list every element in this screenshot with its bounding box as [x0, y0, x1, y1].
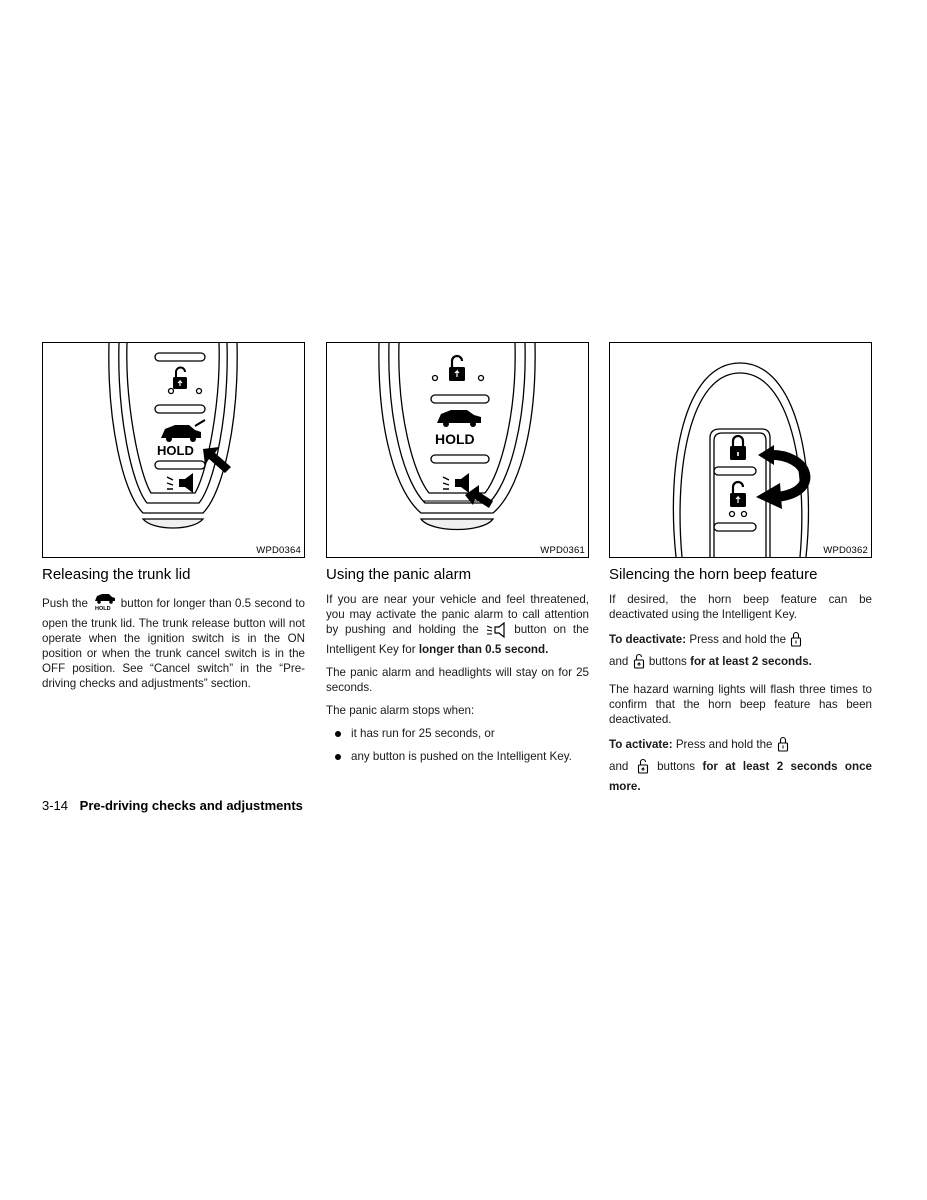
panic-horn-icon	[443, 473, 469, 493]
trunk-hold-icon	[91, 592, 117, 616]
lock-outline-icon	[776, 735, 790, 757]
svg-text:HOLD: HOLD	[157, 443, 194, 458]
section-horn-beep	[609, 342, 872, 802]
panic-horn-icon	[167, 473, 193, 493]
bullet-list	[326, 726, 589, 764]
section-heading: Silencing the horn beep feature	[609, 566, 818, 583]
paragraph: If you are near your vehicle and feel threatened, you may activate the panic alarm to call attention by pushing and holding the button on the Intelligent Key for longer than 0.5 second.	[326, 593, 589, 656]
svg-text:HOLD: HOLD	[95, 606, 111, 612]
list-item: any button is pushed on the Intelligent Key.	[326, 749, 589, 764]
curved-arrow-icon	[756, 445, 805, 509]
section-heading: Using the panic alarm	[326, 566, 472, 583]
page-number: 3-14	[42, 798, 69, 813]
section-trunk-lid	[42, 342, 305, 699]
key-fob-illustration	[327, 343, 588, 557]
list-item: it has run for 25 seconds, or	[326, 726, 589, 741]
footer-section-title: Pre-driving checks and adjustments	[79, 798, 303, 813]
lock-outline-icon	[789, 630, 803, 652]
paragraph: The panic alarm stops when:	[326, 704, 475, 717]
paragraph-deactivate: To deactivate: Press and hold the and buttons for at least 2 seconds.	[609, 630, 872, 674]
unlock-icon	[730, 482, 746, 507]
paragraph-activate: To activate: Press and hold the and buttons for at least 2 seconds once more.	[609, 735, 872, 794]
page-footer	[42, 798, 303, 813]
figure-horn-beep	[609, 342, 872, 558]
figure-panic-alarm	[326, 342, 589, 558]
bullet-icon	[335, 754, 341, 760]
paragraph: The hazard warning lights will flash three times to confirm that the horn beep feature has been deactivated.	[609, 683, 872, 726]
section-heading: Releasing the trunk lid	[42, 566, 191, 583]
figure-code: WPD0361	[540, 545, 585, 556]
figure-trunk-release	[42, 342, 305, 558]
trunk-car-icon	[437, 410, 481, 427]
bullet-icon	[335, 731, 341, 737]
unlock-icon	[449, 356, 465, 381]
paragraph: The panic alarm and headlights will stay on for 25 seconds.	[326, 666, 589, 694]
unlock-outline-icon	[636, 757, 650, 779]
section-panic-alarm	[326, 342, 589, 772]
unlock-outline-icon	[632, 652, 646, 674]
key-fob-illustration	[610, 343, 871, 557]
lock-icon	[730, 436, 746, 460]
figure-code: WPD0362	[823, 545, 868, 556]
paragraph: If desired, the horn beep feature can be deactivated using the Intelligent Key.	[609, 593, 872, 621]
svg-text:HOLD: HOLD	[435, 431, 475, 447]
trunk-car-icon	[161, 420, 205, 442]
key-fob-illustration	[43, 343, 304, 557]
figure-code: WPD0364	[256, 545, 301, 556]
panic-alarm-icon	[485, 622, 507, 642]
unlock-icon	[173, 368, 187, 390]
paragraph: Push the HOLD button for longer than 0.5 second to open the trunk lid. The trunk release button will not operate when the ignition switch is in the ON position or when the trunk cancel switch is in the OFF position. See “Cancel switch” in the “Pre-driving checks and adjustments” section.	[42, 592, 305, 691]
